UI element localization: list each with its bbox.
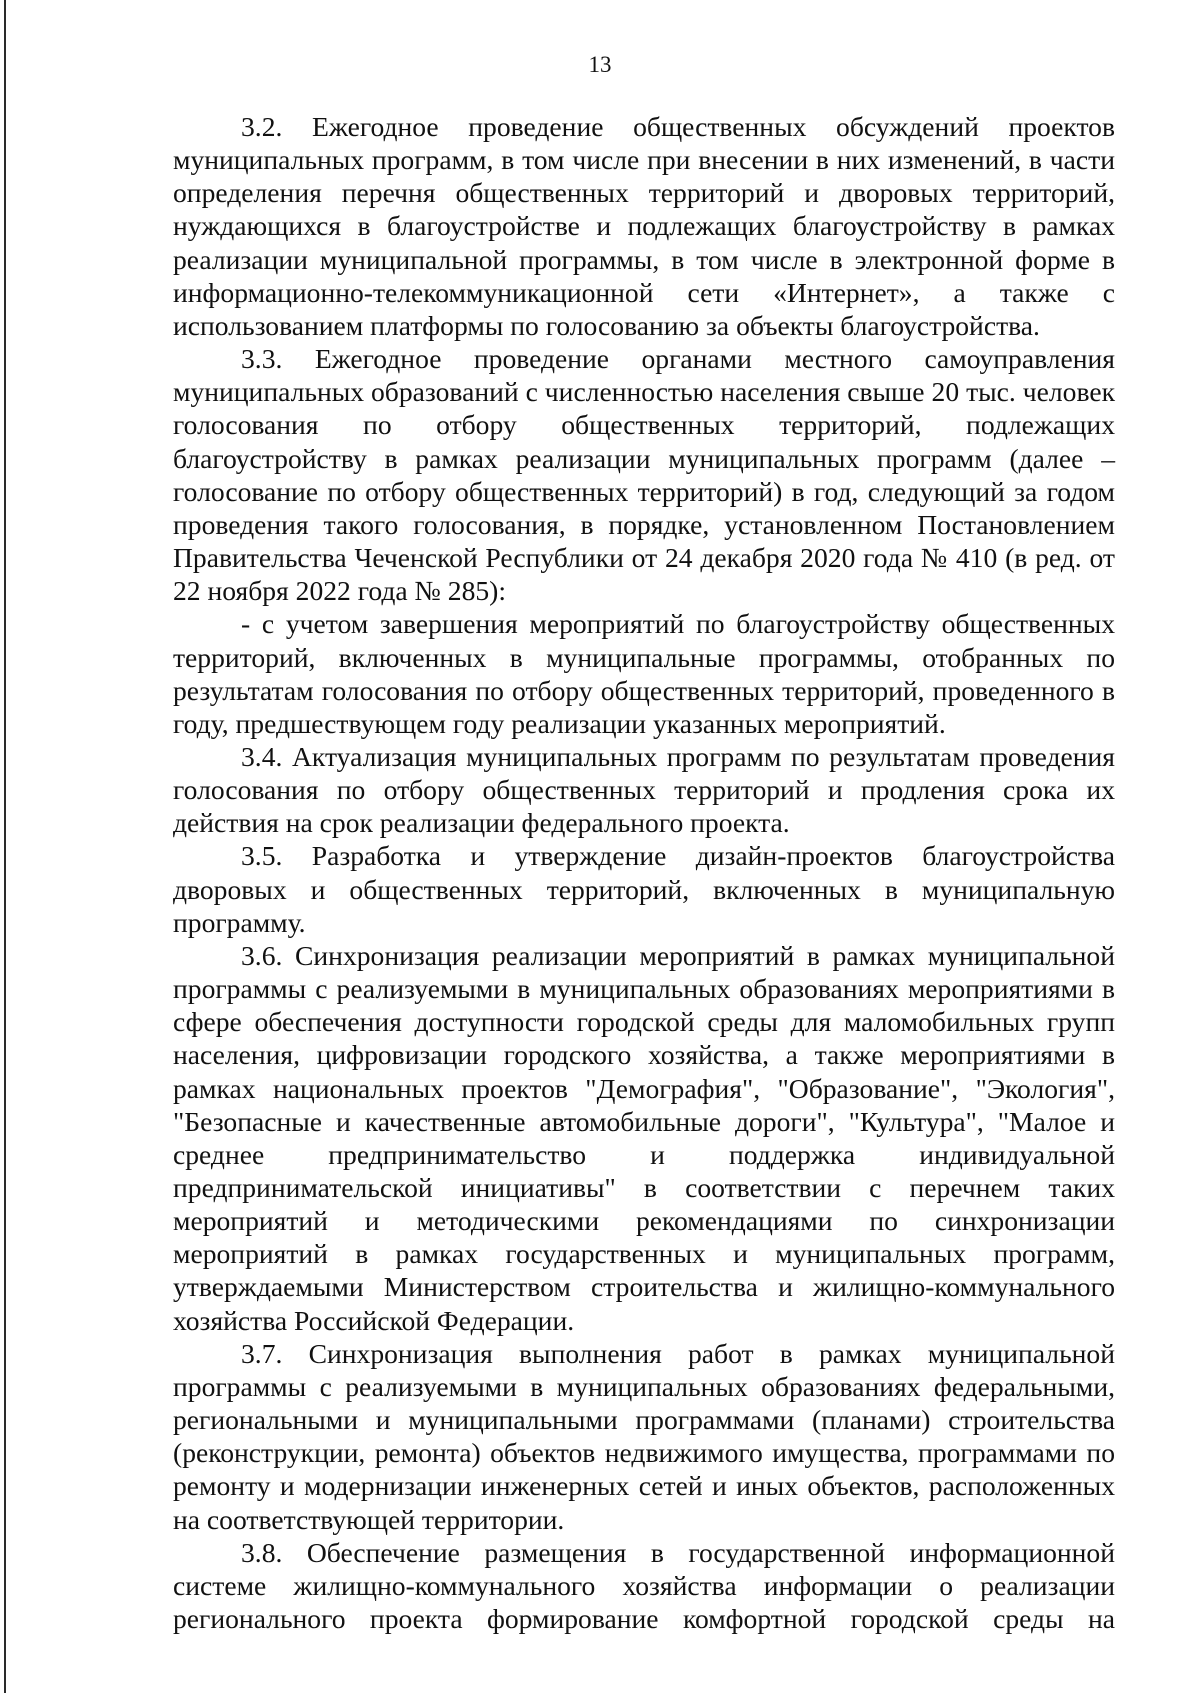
- paragraph-3-8: 3.8. Обеспечение размещения в государственной информационной системе жилищно-коммунального хозяйства информации о реализации регионального проекта формирование комфортной городской среды на: [173, 1536, 1115, 1635]
- document-body: [173, 110, 1115, 1635]
- paragraph-3-3: 3.3. Ежегодное проведение органами местного самоуправления муниципальных образований с численностью населения свыше 20 тыс. человек голосования по отбору общественных территорий, подлежащих благоустройству в рамках реализации муниципальных программ (далее – голосование по отбору общественных территорий) в год, следующий за годом проведения такого голосования, в порядке, установленном Постановлением Правительства Чеченской Республики от 24 декабря 2020 года № 410 (в ред. от 22 ноября 2022 года № 285):: [173, 343, 1115, 607]
- page-number: 13: [588, 52, 612, 77]
- paragraph-3-6: 3.6. Синхронизация реализации мероприятий в рамках муниципальной программы с реализуемыми в муниципальных образованиях мероприятиями в сфере обеспечения доступности городской среды для маломобильных групп населения, цифровизации городского хозяйства, а также мероприятиями в рамках национальных проектов "Демография", "Образование", "Экология", "Безопасные и качественные автомобильные дороги", "Культура", "Малое и среднее предпринимательство и поддержка индивидуальной предпринимательской инициативы" в соответствии с перечнем таких мероприятий и методическими рекомендациями по синхронизации мероприятий в рамках государственных и муниципальных программ, утверждаемыми Министерством строительства и жилищно-коммунального хозяйства Российской Федерации.: [173, 939, 1115, 1336]
- paragraph-3-4: 3.4. Актуализация муниципальных программ по результатам проведения голосования по отбору общественных территорий и продления срока их действия на срок реализации федерального проекта.: [173, 740, 1115, 839]
- paragraph-3-5: 3.5. Разработка и утверждение дизайн-проектов благоустройства дворовых и общественных территорий, включенных в муниципальную программу.: [173, 840, 1115, 938]
- paragraph-3-7: 3.7. Синхронизация выполнения работ в рамках муниципальной программы с реализуемыми в муниципальных образованиях федеральными, региональными и муниципальными программами (планами) строительства (реконструкции, ремонта) объектов недвижимого имущества, программами по ремонту и модернизации инженерных сетей и иных объектов, расположенных на соответствующей территории.: [173, 1337, 1115, 1535]
- scan-edge-line: [4, 0, 6, 1693]
- paragraph-3-3-item: - с учетом завершения мероприятий по благоустройству общественных территорий, включенных в муниципальные программы, отобранных по результатам голосования по отбору общественных территорий, проведенного в году, предшествующем году реализации указанных мероприятий.: [173, 608, 1115, 739]
- paragraph-3-2: 3.2. Ежегодное проведение общественных обсуждений проектов муниципальных программ, в том числе при внесении в них изменений, в части определения перечня общественных территорий и дворовых территорий, нуждающихся в благоустройстве и подлежащих благоустройству в рамках реализации муниципальной программы, в том числе в электронной форме в информационно-телекоммуникационной сети «Интернет», а также с использованием платформы по голосованию за объекты благоустройства.: [173, 111, 1115, 341]
